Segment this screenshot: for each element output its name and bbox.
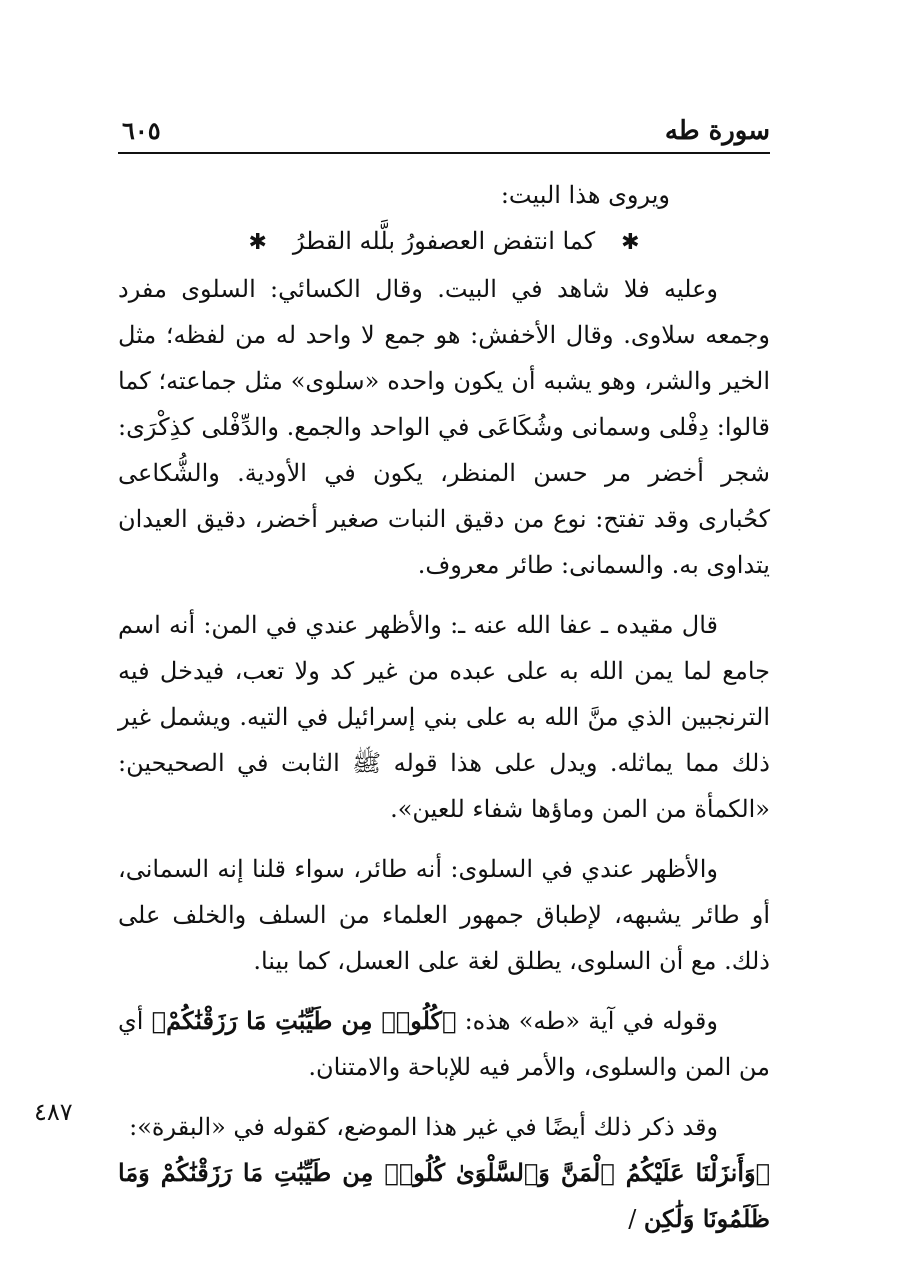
quran-close-bracket: ﴾ xyxy=(151,1006,167,1035)
paragraph-4-tail: أي من المن والسلوى، والأمر فيه للإباحة والامتنان. xyxy=(118,1007,770,1081)
margin-number: ٤٨٧ xyxy=(34,1098,73,1126)
paragraph-3: والأظهر عندي في السلوى: أنه طائر، سواء قلنا إنه السمانى، أو طائر يشبهه، لإطباق جمهور العلماء من السلف والخلف على ذلك. مع أن السلوى، يطلق لغة على العسل، كما بينا. xyxy=(118,855,770,975)
continuation-mark: / xyxy=(628,1205,644,1233)
page-body xyxy=(118,172,770,1242)
quran-quote-2: وَأَنزَلْنَا عَلَيْكُمُ ٱلْمَنَّ وَٱلسَّلْوَىٰ كُلُوا۟ مِن طَيِّبَٰتِ مَا رَزَقْنَٰكُمْ وَمَا ظَلَمُونَا وَلَٰكِن xyxy=(118,1158,770,1233)
paragraph-2: قال مقيده ـ عفا الله عنه ـ: والأظهر عندي في المن: أنه اسم جامع لما يمن الله به على عبده من غير كد ولا تعب، فيدخل فيه الترنجبين الذي منَّ الله به على بني إسرائيل في التيه. ويشمل غير ذلك مما يماثله. ويدل على هذا قوله ﷺ الثابت في الصحيحين: «الكمأة من المن وماؤها شفاء للعين». xyxy=(118,611,770,823)
star-ornament-left: ✱ xyxy=(248,230,267,255)
verse-text: كما انتفض العصفورُ بلَّله القطرُ xyxy=(292,227,596,255)
quran-open-bracket-2: ﴿ xyxy=(755,1158,770,1187)
page-number: ٦٠٥ xyxy=(122,116,161,145)
paragraph-5 xyxy=(118,1104,770,1242)
paragraph-4 xyxy=(118,998,770,1090)
quran-quote: كُلُوا۟ مِن طَيِّبَٰتِ مَا رَزَقْنَٰكُمْ xyxy=(166,1006,442,1035)
star-ornament-right: ✱ xyxy=(621,230,640,255)
paragraph-4-lead: وقوله في آية «طه» هذه: xyxy=(456,1007,718,1035)
surah-title: سورة طه xyxy=(664,116,770,146)
quran-open-bracket: ﴿ xyxy=(441,1006,457,1035)
poetry-verse xyxy=(118,218,770,266)
paragraph-5-lead: وقد ذكر ذلك أيضًا في غير هذا الموضع، كقوله في «البقرة»: xyxy=(129,1113,718,1141)
intro-line: ويروى هذا البيت: xyxy=(500,181,670,209)
page-header xyxy=(118,112,770,154)
paragraph-1: وعليه فلا شاهد في البيت. وقال الكسائي: السلوى مفرد وجمعه سلاوى. وقال الأخفش: هو جمع لا واحد له من لفظه؛ مثل الخير والشر، وهو يشبه أن يكون واحده «سلوى» مثل جماعته؛ كما قالوا: دِفْلى وسمانى وشُكَاعَى في الواحد والجمع. والدِّفْلى كذِكْرَى: شجر أخضر مر حسن المنظر، يكون في الأودية. والشُّكاعى كحُبارى وقد تفتح: نوع من دقيق النبات صغير أخضر، دقيق العيدان يتداوى به. والسمانى: طائر معروف. xyxy=(118,275,770,579)
